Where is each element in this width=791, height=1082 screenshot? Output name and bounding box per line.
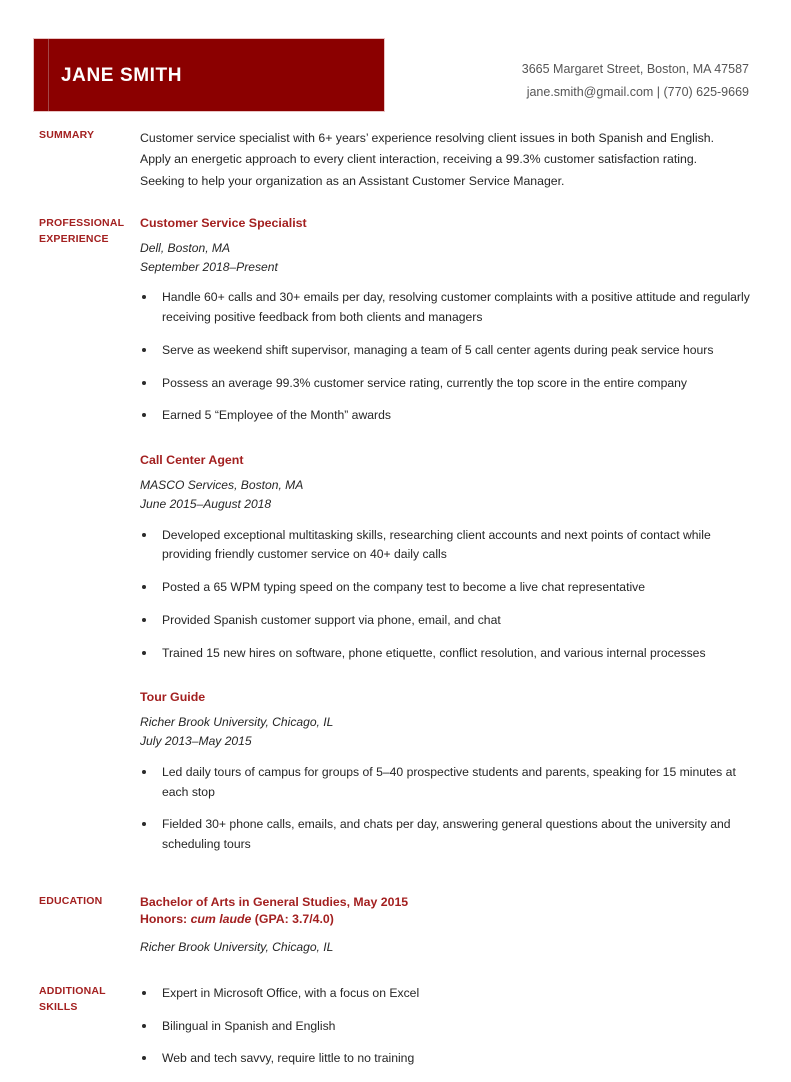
spacer — [0, 192, 791, 216]
section-professional-experience — [0, 216, 791, 868]
summary-content — [140, 128, 791, 192]
job-bullet: Fielded 30+ phone calls, emails, and chats per day, answering general questions about the university and scheduling tours — [140, 815, 751, 855]
job-bullet: Led daily tours of campus for groups of 5–40 prospective students and parents, speaking for 15 minutes at each stop — [140, 763, 751, 803]
job-company: Richer Brook University, Chicago, IL — [140, 715, 334, 730]
banner-divider-line — [48, 39, 49, 111]
section-education — [0, 894, 791, 954]
job-bullet-list — [140, 526, 751, 664]
job-title: Call Center Agent — [140, 453, 244, 468]
education-honors-prefix: Honors: — [140, 912, 191, 927]
contact-address: 3665 Margaret Street, Boston, MA 47587 — [521, 62, 749, 76]
job-entry — [140, 216, 751, 426]
summary-line: Apply an energetic approach to every client interaction, receiving a 99.3% customer satisfaction rating. — [140, 152, 698, 167]
education-degree: Bachelor of Arts in General Studies, May 2015 — [140, 894, 409, 909]
skills-content — [140, 984, 791, 1082]
header-banner — [33, 38, 385, 112]
contact-block — [522, 58, 749, 104]
job-bullet: Provided Spanish customer support via phone, email, and chat — [140, 611, 751, 631]
section-label-experience-line2: EXPERIENCE — [39, 232, 109, 245]
resume-body — [0, 128, 791, 1082]
section-additional-skills — [0, 984, 791, 1082]
candidate-name: JANE SMITH — [61, 65, 183, 86]
experience-content — [140, 216, 791, 868]
job-bullet-list — [140, 763, 751, 855]
section-label-summary: SUMMARY — [39, 129, 95, 141]
skills-bullet-list — [140, 984, 751, 1069]
job-entry — [140, 453, 751, 663]
section-label-skills-line2: SKILLS — [39, 1000, 78, 1013]
spacer — [140, 676, 751, 690]
education-honors-emphasis: cum laude — [190, 912, 252, 927]
section-label-experience — [0, 216, 140, 248]
job-dates: June 2015–August 2018 — [140, 496, 272, 511]
spacer — [0, 954, 791, 984]
skill-bullet: Bilingual in Spanish and English — [140, 1017, 751, 1037]
education-honors-suffix: (GPA: 3.7/4.0) — [251, 912, 334, 927]
section-label-education: EDUCATION — [39, 894, 103, 907]
job-bullet: Developed exceptional multitasking skills, researching client accounts and next points of contact while providing friendly customer service on 40+ daily calls — [140, 526, 751, 566]
job-bullet: Trained 15 new hires on software, phone etiquette, conflict resolution, and various internal processes — [140, 644, 751, 664]
skill-bullet: Expert in Microsoft Office, with a focus on Excel — [140, 984, 751, 1004]
section-label-skills — [0, 984, 140, 1016]
job-bullet: Posted a 65 WPM typing speed on the company test to become a live chat representative — [140, 578, 751, 598]
education-content — [140, 894, 791, 954]
job-bullet: Serve as weekend shift supervisor, managing a team of 5 call center agents during peak service hours — [140, 341, 751, 361]
section-label-skills-line1: ADDITIONAL — [39, 984, 106, 997]
section-summary — [0, 128, 791, 192]
job-dates: September 2018–Present — [140, 259, 278, 274]
job-company: MASCO Services, Boston, MA — [140, 478, 304, 493]
job-bullet: Handle 60+ calls and 30+ emails per day, resolving customer complaints with a positive attitude and regularly receiving positive feedback from both clients and managers — [140, 288, 751, 328]
contact-email-phone: jane.smith@gmail.com | (770) 625-9669 — [526, 85, 749, 100]
education-honors — [140, 911, 751, 928]
skill-bullet: Web and tech savvy, require little to no training — [140, 1049, 751, 1069]
job-bullet: Possess an average 99.3% customer service rating, currently the top score in the entire company — [140, 374, 751, 394]
summary-line: Customer service specialist with 6+ years’ experience resolving client issues in both Spanish and English. — [140, 131, 715, 145]
job-bullet-list — [140, 288, 751, 426]
job-entry — [140, 690, 751, 855]
job-company: Dell, Boston, MA — [140, 240, 231, 255]
job-title: Customer Service Specialist — [140, 215, 307, 230]
summary-line: Seeking to help your organization as an Assistant Customer Service Manager. — [140, 173, 565, 188]
spacer — [0, 868, 791, 894]
job-dates: July 2013–May 2015 — [140, 734, 252, 749]
job-title: Tour Guide — [140, 690, 206, 705]
education-school: Richer Brook University, Chicago, IL — [140, 939, 334, 954]
job-bullet: Earned 5 “Employee of the Month” awards — [140, 406, 751, 426]
spacer — [140, 439, 751, 453]
section-label-experience-line1: PROFESSIONAL — [39, 216, 125, 229]
